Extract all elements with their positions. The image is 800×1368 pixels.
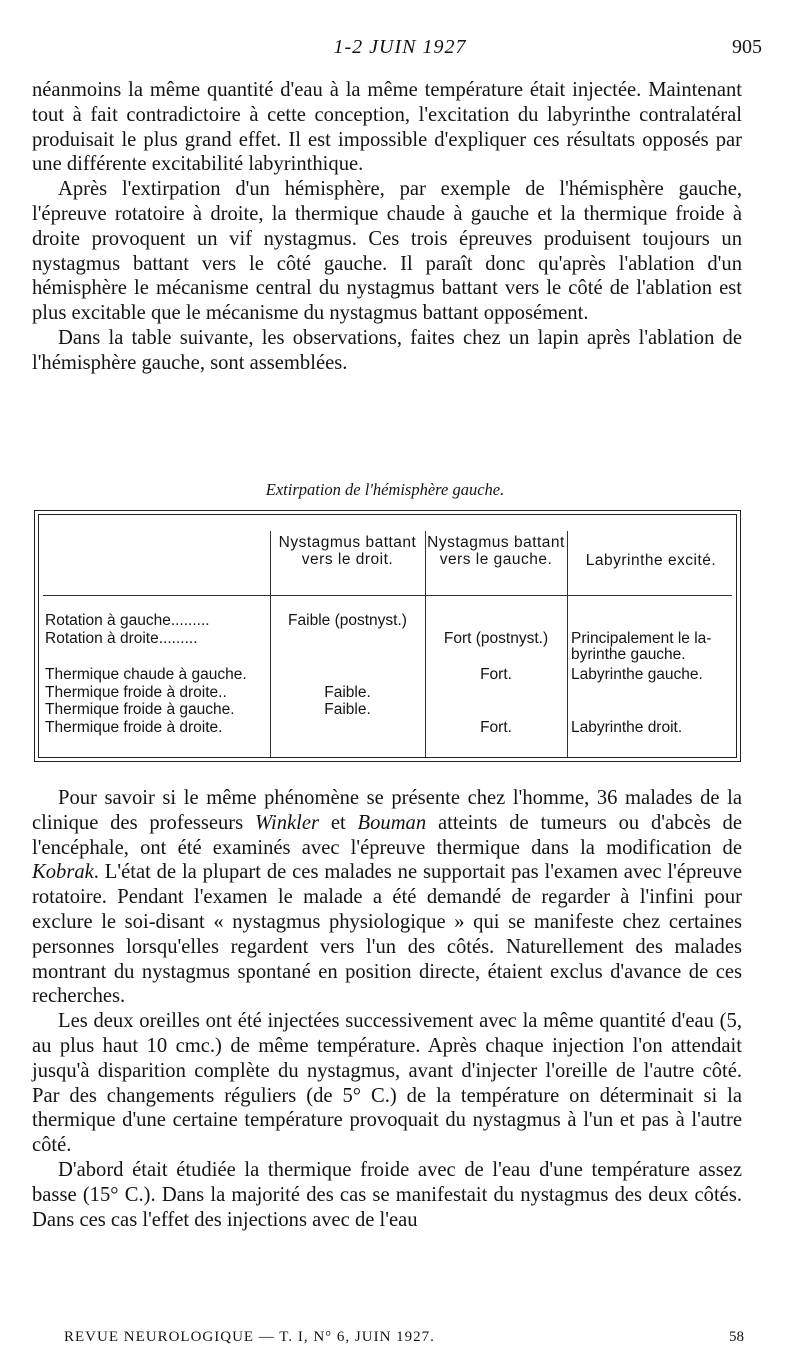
observation-table bbox=[34, 510, 741, 762]
cell-value: Fort. bbox=[480, 666, 512, 683]
cell-value: Faible (postnyst.) bbox=[288, 612, 407, 629]
paragraph-cold-thermic: D'abord était étudiée la thermique froide avec de l'eau d'une température assez basse (15° C.). Dans la majorité des cas se manifestait du nystagmus des deux côtés. Dans ces cas l'effet des injections avec de l'eau bbox=[32, 1158, 742, 1231]
column-header-labyrinth: Labyrinthe excité. bbox=[585, 552, 717, 569]
page-number: 905 bbox=[732, 36, 762, 58]
paragraph-human-study: Pour savoir si le même phénomène se présente chez l'homme, 36 malades de la clinique des professeurs Winkler et Bouman atteints de tumeurs ou d'abcès de l'encéphale, ont été examinés avec l'épreuve thermique dans la modification de Kobrak. L'état de la plupart de ces malades ne supportait pas l'examen avec l'épreuve rotatoire. Pendant l'examen le malade a été demandé de regarder à l'infini pour exclure le soi-disant « nystagmus physiologique » qui se manifeste chez certaines personnes lorsqu'elles regardent vers l'un des côtés. Naturellement des malades montrant du nystagmus spontané en position directe, étaient exclus d'avance de ces recherches. bbox=[32, 787, 742, 1008]
running-header bbox=[0, 36, 800, 64]
cell-value: Labyrinthe droit. bbox=[571, 719, 683, 736]
paragraph-continuation: néanmoins la même quantité d'eau à la même température était injectée. Maintenant tout à fait contradictoire à cette conception, l'excitation du labyrinthe contralatéral produisait le plus grand effet. Il est impossible d'expliquer ces résultats opposés par une différente excitabilité labyrinthique. bbox=[32, 79, 742, 176]
cell-value: Faible. bbox=[324, 684, 371, 701]
header-rule bbox=[43, 595, 732, 596]
main-text bbox=[32, 786, 742, 1232]
header-date: 1-2 JUIN 1927 bbox=[333, 36, 467, 58]
row-label: Rotation à gauche......... bbox=[45, 612, 210, 629]
row-label: Thermique chaude à gauche. bbox=[45, 666, 247, 683]
row-label: Rotation à droite......... bbox=[45, 630, 198, 647]
row-label: Thermique froide à gauche. bbox=[45, 701, 235, 718]
table-caption: Extirpation de l'hémisphère gauche. bbox=[265, 480, 505, 499]
author-bouman: Bouman bbox=[357, 811, 427, 834]
paragraph-extirpation: Après l'extirpation d'un hémisphère, par exemple de l'hémisphère gauche, l'épreuve rotatoire à droite, la thermique chaude à gauche et la thermique froide à droite provoquent un vif nystagmus. Ces trois épreuves produisent toujours un nystagmus battant vers le côté gauche. Il paraît donc qu'après l'ablation d'un hémisphère le mécanisme central du nystagmus battant vers le côté de l'ablation est plus excitable que le mécanisme du nystagmus battant opposément. bbox=[32, 178, 742, 325]
intro-text bbox=[32, 78, 742, 376]
cell-value: Principalement le la-byrinthe gauche. bbox=[571, 630, 712, 663]
author-winkler: Winkler bbox=[254, 811, 320, 834]
cell-value: Fort. bbox=[480, 719, 512, 736]
row-label: Thermique froide à droite. bbox=[45, 719, 223, 736]
sheet-number: 58 bbox=[729, 1329, 744, 1345]
cell-value: Fort (postnyst.) bbox=[443, 630, 549, 647]
cell-value: Faible. bbox=[324, 701, 371, 718]
page-footer bbox=[64, 1329, 744, 1351]
row-label: Thermique froide à droite.. bbox=[45, 684, 227, 701]
table-frame bbox=[38, 514, 737, 758]
cell-value: Labyrinthe gauche. bbox=[571, 666, 703, 683]
journal-reference: REVUE NEUROLOGIQUE — T. I, N° 6, JUIN 1927. bbox=[64, 1329, 435, 1345]
paragraph-injection-method: Les deux oreilles ont été injectées successivement avec la même quantité d'eau (5, au plus haut 10 cmc.) de même température. Après chaque injection l'on attendait jusqu'à disparition complète du nystagmus, avant d'injecter l'oreille de l'autre côté. Par des changements réguliers (de 5° C.) de la température on déterminait si la thermique d'une certaine température provoquait du nystagmus à l'un et pas à l'autre côté. bbox=[32, 1010, 742, 1157]
column-header-right: Nystagmus battant vers le droit. bbox=[278, 534, 417, 568]
author-kobrak: Kobrak bbox=[32, 861, 94, 884]
paragraph-table-intro: Dans la table suivante, les observations, faites chez un lapin après l'ablation de l'hémisphère gauche, sont assemblées. bbox=[32, 326, 742, 374]
column-header-left: Nystagmus battant vers le gauche. bbox=[427, 534, 565, 568]
